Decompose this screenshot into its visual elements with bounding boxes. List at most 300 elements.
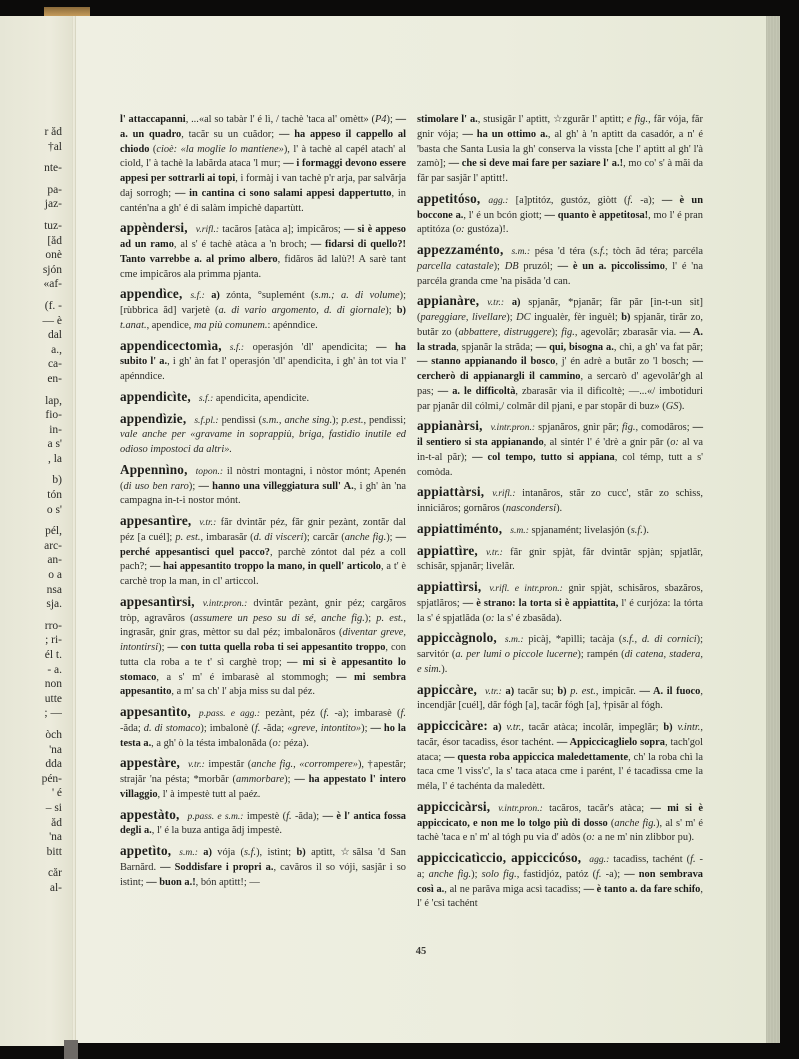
dictionary-entry — [417, 113, 703, 187]
entry-example-phrase: — ho la testa a. — [120, 722, 406, 749]
left-fragment-line: , la — [47, 452, 62, 465]
left-fragment-line: (f. - — [44, 299, 62, 312]
entry-headword: appestàto, — [120, 806, 180, 822]
entry-note: s.f. — [243, 847, 257, 858]
entry-definition: il nòstri montagni, i nòstor mónt; Apenén ( — [120, 465, 406, 492]
dictionary-entry — [417, 800, 703, 846]
entry-example-phrase: stimolare l' a. — [417, 114, 478, 125]
dictionary-entry — [120, 705, 406, 751]
entry-definition: la s' é zbasăda). — [494, 612, 562, 624]
entry-definition: , a t' è carchè trop la man, in cl' articcol. — [120, 561, 407, 587]
entry-definition: , apendìce, — [146, 319, 194, 331]
entry-note: di catena, stadera, e sim. — [417, 649, 703, 675]
entry-example-phrase: — è un a. piccolissimo — [557, 260, 665, 272]
entry-grammar-label: v.tr.: — [188, 759, 205, 771]
entry-definition: ); — [551, 326, 562, 338]
entry-definition: , al ne parăva miga acsì tacadìss; — [444, 883, 584, 895]
entry-note: assumere un peso su di sé, anche fig. — [193, 612, 365, 624]
entry-example-phrase: — a. un quadro — [120, 114, 406, 140]
entry-definition: tacăros [atàca a]; impicăros; — [219, 224, 344, 236]
entry-grammar-label: agg.: — [488, 194, 509, 206]
entry-definition: , a sercarò d' agevolăr'gh al pas; — [417, 371, 703, 397]
page-edges — [766, 16, 780, 1043]
entry-note: f. — [323, 708, 330, 719]
entry-headword: appendìzie, — [120, 410, 187, 426]
entry-definition: făr gnìr spjàt, făr dvintăr spjàn; spjatlăr, schisăr, spjanăr; livelăr. — [417, 546, 703, 573]
entry-note: anche fig. — [428, 868, 472, 880]
left-fragment-line: a s' — [47, 438, 62, 451]
entry-note: DC — [516, 312, 531, 323]
entry-note: abbattere, distruggere — [458, 326, 552, 338]
left-fragment-line: tuz- — [44, 219, 62, 232]
entry-definition: ); — [158, 642, 168, 653]
entry-grammar-label: topon.: — [195, 465, 224, 477]
left-fragment-line: căr — [47, 867, 62, 880]
entry-definition: impestè ( — [243, 810, 287, 822]
dictionary-entry — [417, 683, 703, 715]
entry-example-phrase: — il sentiero si sta appianando — [417, 422, 703, 448]
entry-grammar-label: p.pass. e s.m.: — [187, 810, 244, 822]
entry-example-phrase: — Soddisfare i propri a. — [160, 861, 274, 873]
left-fragment-line: non — [44, 678, 62, 691]
entry-headword: appianàrsi, — [417, 418, 483, 434]
entry-definition: , col témp, tutt a s' comòda. — [417, 451, 703, 478]
entry-example-phrase: a) — [501, 685, 515, 697]
left-fragment-line: arc- — [44, 539, 62, 552]
entry-definition: , ch' la roba chì la taca cme 'l viss'c', la s' taca ataca cme i parént, l' é tacadìssa cme la méla, l' é tachénta da maledètt. — [417, 751, 703, 792]
entry-example-phrase: — hanno una villeggiatura sull' A. — [198, 480, 354, 492]
entry-example-phrase: — ha appeso il cappello al chiodo — [120, 128, 406, 155]
entry-definition: , tacăr atàca; incolăr, impeglăr; — [521, 722, 664, 733]
entry-note: o: — [586, 832, 596, 844]
entry-example-phrase: — mi si è appiccicato, e non me lo tolgo più di dosso — [417, 802, 703, 829]
left-fragment-line: dal — [47, 329, 62, 342]
entry-definition: -ăda; — [120, 722, 144, 734]
entry-definition: ). — [556, 503, 563, 514]
dictionary-entry — [417, 631, 703, 677]
entry-grammar-label: v.rifl.: — [492, 488, 516, 500]
entry-example-phrase: — mi sembra appesantito — [120, 671, 406, 698]
entry-definition: a ne m' nin zlibbor pu). — [595, 832, 695, 844]
fragment-gap — [0, 612, 62, 619]
entry-definition: , mo co' s' à măi da făr par sasjăr l' aptìtt!. — [417, 158, 703, 184]
entry-example-phrase: — col tempo, tutto si appiana — [472, 451, 615, 463]
entry-example-phrase: b) — [396, 305, 406, 316]
entry-grammar-label: s.m.: — [179, 847, 198, 858]
left-fragment-line: sjón — [42, 263, 62, 276]
entry-example-phrase: — stanno appianando il bosco — [417, 356, 556, 368]
entry-note: o: — [670, 437, 679, 448]
entry-definition: ); — [471, 868, 482, 880]
left-fragment-line: o a — [48, 569, 62, 582]
left-fragment-line: al- — [49, 881, 62, 894]
entry-example-phrase: — in cantina ci sono salami appesi dappertutto — [174, 187, 392, 199]
left-fragment-line: rro- — [44, 619, 62, 632]
entry-definition: , chì, a gh' va fat păr; — [613, 341, 703, 353]
entry-note: fig. — [561, 326, 575, 338]
entry-example-phrase: a) — [504, 297, 521, 309]
entry-note: o: — [455, 224, 465, 236]
entry-example-phrase: — è strano: la torta si è appiattita, — [462, 597, 619, 609]
entry-definition: , spjanăr la străda; — [456, 341, 536, 353]
entry-definition: ); — [364, 612, 377, 624]
entry-headword: appesantìto, — [120, 704, 191, 719]
entry-definition: , pendìssi; — [363, 414, 406, 426]
dictionary-entry — [417, 192, 703, 238]
entry-example-phrase: — non sembrava così a. — [417, 868, 703, 895]
entry-note: fig. — [621, 422, 636, 434]
dictionary-entry — [417, 580, 703, 626]
entry-example-phrase: b) — [296, 847, 306, 858]
entry-headword: appiattìrsi, — [417, 579, 482, 594]
entry-definition: ); — [361, 722, 371, 734]
entry-example-phrase: — A. il fuoco — [639, 685, 701, 697]
entry-note: cioè: «la moglie lo mantiene» — [156, 143, 284, 155]
entry-definition: operasjón 'dl' apendicìta; — [244, 341, 377, 353]
entry-note: p. est. — [570, 685, 596, 697]
left-fragment-line: b) — [52, 474, 62, 487]
entry-note: vale anche per «gravame in soprappiù, briga, fastidio inutile ed odioso impostoci da altri». — [120, 429, 406, 455]
entry-grammar-label: agg.: — [589, 854, 610, 865]
entry-definition: , a m' sa ch' l' abja miss su dal péz. — [171, 686, 315, 698]
entry-definition: , a gh' ò la tésta imbalonăda ( — [151, 737, 273, 749]
entry-headword: appendìce, — [120, 286, 183, 302]
entry-headword: appesantìrsi, — [120, 593, 195, 609]
dictionary-entry — [120, 808, 406, 840]
entry-example-phrase: — fidarsi di quello?! Tanto varrebbe a. al primo albero — [120, 239, 406, 265]
entry-note: diventar greve, intontirsi — [120, 627, 407, 653]
entry-note: v.intr. — [677, 722, 701, 733]
entry-example-phrase: b) — [557, 685, 567, 697]
entry-definition: -a; — [417, 854, 703, 880]
entry-definition: ). — [441, 663, 448, 675]
entry-note: d. di stomaco — [143, 722, 201, 734]
entry-definition: , a s' m' é imbarasè al stommogh; — [156, 671, 337, 683]
entry-note: a. di vario argomento, d. di giornale — [218, 305, 386, 316]
left-fragment-line: lap, — [45, 394, 62, 407]
left-fragment-line: dda — [45, 758, 62, 771]
entry-definition: ), al s' m' é tachè 'taca e n' m' al tógh pu via d' adòs ( — [417, 817, 704, 844]
left-fragment-line: a., — [51, 343, 62, 356]
entry-headword: appetitóso, — [417, 190, 481, 206]
entry-grammar-label: v.intr.pron.: — [202, 597, 248, 609]
entry-definition: , parchè zóntot dal péz a coll pach?; — [120, 546, 406, 573]
entry-grammar-label: v.intr.pron.: — [498, 802, 543, 814]
entry-grammar-label: s.m.: — [504, 634, 524, 646]
left-fragment-line: jaz- — [44, 198, 62, 211]
entry-definition: tacăr su; — [514, 685, 558, 697]
entry-definition: picàj, *apìlli; tacàja ( — [523, 634, 623, 646]
entry-note: p.est. — [341, 414, 364, 426]
left-page-fragment — [0, 16, 72, 1046]
entry-definition: tacadìss, tachént ( — [609, 854, 691, 865]
entry-definition: ); — [284, 774, 295, 785]
left-fragment-line: [ăd — [47, 234, 62, 247]
left-fragment-line: in- — [49, 423, 62, 436]
left-fragment-line: – si — [45, 801, 62, 814]
entry-example-phrase: — Appiccicaglielo sopra — [556, 736, 665, 748]
entry-note: p. est. — [376, 612, 404, 624]
dictionary-entry — [417, 485, 703, 517]
entry-example-phrase: — i formaggi devono essere appesi per sottrarli ai topi — [120, 158, 406, 184]
dictionary-page — [76, 16, 766, 1043]
entry-headword: appendicìte, — [120, 388, 191, 404]
entry-note: o: — [272, 737, 282, 749]
entry-definition: péza). — [281, 737, 309, 749]
entry-definition: , l' é 'na parcéla granda cme 'na pisăda 'd can. — [417, 260, 703, 287]
left-fragment-line: ăd — [51, 816, 62, 829]
entry-definition: ). — [642, 524, 649, 536]
left-page-text-fragments — [0, 125, 62, 896]
left-fragment-line: — è — [42, 314, 62, 327]
entry-headword: appendicectomìa, — [120, 337, 222, 353]
entry-headword: appiccicàrsi, — [417, 798, 491, 814]
entry-definition: gustóza)!. — [464, 224, 509, 236]
entry-definition: , comodăros; — [635, 422, 693, 434]
entry-example-phrase: — hai appesantito troppo la mano, in quell' articolo — [149, 561, 381, 573]
entry-definition: ( — [607, 817, 615, 829]
dictionary-entry — [417, 243, 703, 289]
entry-definition: tacăros, tacăr's atàca; — [542, 802, 651, 814]
entry-definition: , i formàj i van tachè p'r arja, par salvărja daj sorrogh; — [120, 173, 407, 199]
entry-definition: spjanăr, *pjanăr; făr păr [in-t-un sit] ( — [417, 297, 703, 323]
entry-example-phrase: — buon a.! — [146, 876, 196, 888]
entry-definition: ); — [332, 414, 342, 426]
entry-grammar-label: s.f.: — [198, 392, 214, 404]
entry-headword: Appennìno, — [120, 461, 188, 477]
entry-definition: ); — [188, 480, 199, 492]
entry-example-phrase: — questa roba appiccica maledettamente — [444, 751, 629, 763]
entry-definition: -ăda); — [291, 810, 323, 822]
dictionary-entry — [417, 522, 703, 539]
entry-definition: apendicìta, apendicìte. — [213, 392, 310, 404]
entry-note: d. di visceri — [253, 531, 304, 543]
entry-grammar-label: v.rifl. e intr.pron.: — [489, 583, 563, 594]
entry-headword: appiccicàre: — [417, 718, 489, 733]
entry-definition: , tach'gol ataca; — [417, 736, 703, 763]
entry-headword: appezzaménto, — [417, 242, 504, 257]
entry-grammar-label: p.pass. e agg.: — [198, 708, 261, 719]
entry-headword: appiccàre, — [417, 681, 477, 697]
entry-grammar-label: s.m.: — [511, 246, 531, 257]
entry-example-phrase: — ha subito l' a. — [120, 341, 406, 368]
entry-definition: pendìssi ( — [218, 414, 263, 426]
entry-definition: ), †apestăr; strajăr 'na pésta; *morbăr ( — [120, 759, 406, 785]
entry-definition: făr dvintăr péz, făr gnir pezànt, zontăr dal péz [a cuél]; — [120, 517, 406, 543]
entry-definition: , j' én adrè a butăr zo 'l bosch; — [555, 356, 693, 368]
dictionary-entry — [417, 419, 703, 480]
fragment-gap — [0, 466, 62, 473]
entry-definition: dvintăr pezànt, gnir péz; cargăros tròp, agravăros ( — [120, 597, 406, 624]
entry-definition: , tacăr, ésor tacadìss, ésor tachént. — [417, 722, 703, 748]
entry-definition: ), l' à tachè al capél atach' al ciold, l' à tachè la labărda ataca 'l mur; — [120, 143, 406, 170]
entry-note: s.f., d. di cornici — [622, 634, 697, 646]
entry-definition: , l' é un bcón giott; — [463, 209, 545, 221]
dictionary-entry — [417, 294, 703, 414]
left-fragment-line: †al — [47, 140, 62, 153]
entry-example-phrase: a) — [204, 290, 220, 302]
entry-definition: , con tutta cla roba a te t' sì carghè trop; — [120, 642, 406, 668]
entry-definition: ingualèr, fèr inguèl; — [530, 312, 622, 323]
entry-definition: ). — [678, 400, 685, 412]
left-fragment-line: r ăd — [44, 126, 62, 138]
left-fragment-line: pén- — [41, 772, 62, 785]
dictionary-entry — [120, 390, 406, 407]
entry-definition: , in cantén'na a gh' é di salàm impichè dapartùtt. — [120, 187, 406, 214]
bookmark-ribbon — [64, 1040, 78, 1059]
entry-definition: ); carcăr ( — [303, 531, 345, 543]
left-fragment-line: o s' — [46, 503, 62, 516]
left-fragment-line: nsa — [46, 583, 62, 596]
entry-example-phrase: — ha appestato l' intero villaggio — [120, 774, 406, 800]
entry-note: ammorbare — [236, 774, 285, 785]
entry-definition: gnìr spjàt, schisăros, sbazăros, spjatlăros; — [417, 583, 703, 609]
entry-definition: ; tòch ăd téra; parcéla — [605, 246, 703, 257]
entry-note: anche fig., «corrompere» — [251, 759, 358, 771]
entry-definition: : apénndice. — [267, 319, 318, 331]
entry-example-phrase: — perché appesantisci quel pacco? — [120, 531, 407, 558]
entry-note: DB — [504, 260, 519, 272]
entry-headword: appestàre, — [120, 755, 180, 771]
fragment-gap — [0, 154, 62, 161]
dictionary-entry — [120, 756, 406, 802]
entry-definition: ); sarvitór ( — [417, 634, 703, 660]
left-fragment-line: òch — [45, 728, 62, 741]
dictionary-entry — [417, 719, 703, 795]
entry-grammar-label: v.intr.pron.: — [490, 422, 536, 434]
left-fragment-line: en- — [47, 372, 62, 385]
entry-definition: ); — [493, 260, 505, 272]
entry-definition: , ...«al so tabàr l' é lì, / tachè 'taca al' omètt» ( — [185, 114, 375, 125]
entry-definition: , stusigăr l' aptìtt, ☆zgurăr l' aptìtt; — [477, 114, 627, 125]
dictionary-entry — [120, 339, 406, 385]
entry-definition: ), istìnt; — [256, 847, 297, 858]
dictionary-column-right — [417, 113, 703, 917]
dictionary-entry — [120, 514, 406, 590]
entry-definition: , agevolăr; zbarasăr via. — [574, 326, 680, 338]
entry-definition: [a]ptitóz, gustóz, giòtt ( — [508, 194, 628, 206]
entry-definition: , tacăr su un cuădor; — [181, 128, 279, 140]
fragment-gap — [0, 859, 62, 866]
entry-example-phrase: — è l' antica fossa degli a. — [120, 810, 406, 837]
dictionary-entry — [120, 595, 406, 700]
entry-definition: , zbarasăr via il dificoltè; —...«/ imbotiduri par pjanăr dil cólmi,/ colmăr dil pjani, e par stopăr di buz» ( — [417, 385, 703, 412]
entry-definition: al va in-t-al păr); — [417, 437, 703, 463]
entry-definition: , i gh' àn 'na campagna in-t-i nostor mónt. — [120, 480, 407, 507]
entry-definition: ); — [385, 305, 397, 316]
entry-definition: spjanăr, tirăr zo, butăr zo ( — [417, 312, 703, 338]
entry-definition: , l' é 'csì tachént — [417, 883, 703, 910]
entry-example-phrase: — è tanto a. da fare schifo — [583, 883, 701, 895]
entry-note: anche fig. — [614, 817, 657, 829]
entry-note: f. — [286, 810, 292, 822]
entry-note: nascondersi — [505, 503, 557, 514]
dictionary-column-left — [120, 113, 406, 895]
entry-note: f. — [690, 854, 696, 865]
entry-headword: appesantìre, — [120, 513, 192, 528]
entry-note: f. — [627, 194, 633, 206]
entry-headword: appianàre, — [417, 293, 480, 309]
entry-note: s.m., anche sing. — [262, 414, 333, 426]
entry-definition: spjanamént; livelasjón ( — [528, 524, 631, 536]
left-fragment-line: tón — [47, 489, 62, 502]
entry-note: p. est. — [175, 531, 201, 543]
left-fragment-line: pél, — [45, 525, 62, 538]
entry-example-phrase: b) — [621, 312, 631, 323]
entry-definition: ); — [386, 114, 396, 125]
entry-note: ma più comunem. — [193, 319, 268, 331]
entry-definition: , imbarasăr ( — [200, 531, 254, 543]
fragment-gap — [0, 212, 62, 219]
entry-definition: zónta, °suplemént ( — [219, 290, 315, 302]
entry-example-phrase: l' attaccapanni — [120, 114, 186, 125]
entry-note: f. — [254, 722, 261, 734]
entry-definition: , cavăros il so vóji, sasjăr i so istìnt; — [120, 861, 406, 888]
entry-example-phrase: — quanto è appetitosa! — [544, 209, 649, 221]
entry-grammar-label: s.m.: — [510, 524, 529, 536]
left-fragment-line: ca- — [47, 358, 62, 371]
fragment-gap — [0, 387, 62, 394]
entry-definition: , incendjăr [cuél], dăr fógh [a], tacăr fógh [a], †pisăr al fógh. — [417, 685, 703, 712]
entry-definition: , mo l' é pran aptitóza ( — [417, 209, 703, 236]
page-number: 45 — [415, 946, 427, 957]
dictionary-entry — [417, 544, 703, 576]
entry-grammar-label: v.tr.: — [485, 685, 502, 697]
entry-example-phrase: a) — [197, 847, 212, 858]
entry-example-phrase: — che si deve mai fare per saziare l' a.! — [448, 158, 624, 170]
entry-note: t.anat. — [120, 319, 147, 331]
entry-note: s.m.; a. di volume — [314, 290, 400, 302]
entry-grammar-label: s.f.: — [190, 290, 205, 302]
entry-note: GS — [665, 400, 679, 412]
entry-grammar-label: s.f.pl.: — [194, 414, 219, 426]
left-fragment-line: fio- — [45, 409, 62, 422]
entry-definition: ( — [149, 143, 157, 155]
entry-note: anche fig. — [344, 531, 387, 543]
entry-definition: impestăr ( — [204, 759, 252, 771]
entry-definition: -a); imbarasè ( — [329, 708, 401, 719]
fragment-gap — [0, 721, 62, 728]
entry-definition: pruzól; — [518, 260, 558, 272]
entry-headword: appiccàgnolo, — [417, 630, 497, 646]
entry-definition: , i gh' àn fat l' operasjón 'dl' apendicìta, i gh' àn tot via l' apénndice. — [120, 356, 406, 382]
entry-definition: ); — [506, 312, 517, 323]
entry-definition: ); [rùbbrica ăd] varjetè ( — [120, 290, 406, 316]
left-fragment-line: él t. — [44, 649, 62, 661]
left-fragment-line: ' é — [51, 787, 62, 800]
entry-definition: -a); — [632, 194, 662, 206]
left-fragment-line: utte — [44, 692, 62, 705]
dictionary-entry — [417, 851, 703, 912]
entry-definition: , al gh' à 'n aptìtt da casadór, a n' é 'basta che Santa Lusìa la gh' conserva la vissta [che l' aptìtt al gh' l'à zamò]; — [417, 128, 703, 170]
entry-example-phrase: — a. le difficoltà — [437, 385, 516, 397]
left-fragment-line: ; — — [44, 707, 62, 720]
entry-note: o: — [485, 612, 495, 624]
entry-headword: appèndersi, — [120, 220, 188, 236]
dictionary-entry — [120, 113, 406, 216]
entry-grammar-label: v.tr.: — [199, 517, 217, 528]
dictionary-entry — [120, 287, 406, 333]
fragment-gap — [0, 176, 62, 183]
entry-note: solo fig. — [481, 868, 517, 880]
entry-note: s.f. — [630, 524, 643, 536]
entry-definition: , l' à impestè tutt al paéz. — [157, 788, 261, 800]
entry-grammar-label: v.rifl.: — [195, 224, 220, 236]
fragment-gap — [0, 517, 62, 524]
dictionary-entry — [120, 221, 406, 282]
fragment-gap — [0, 292, 62, 299]
entry-headword: appiccicatìccio, appiccicóso, — [417, 850, 582, 865]
